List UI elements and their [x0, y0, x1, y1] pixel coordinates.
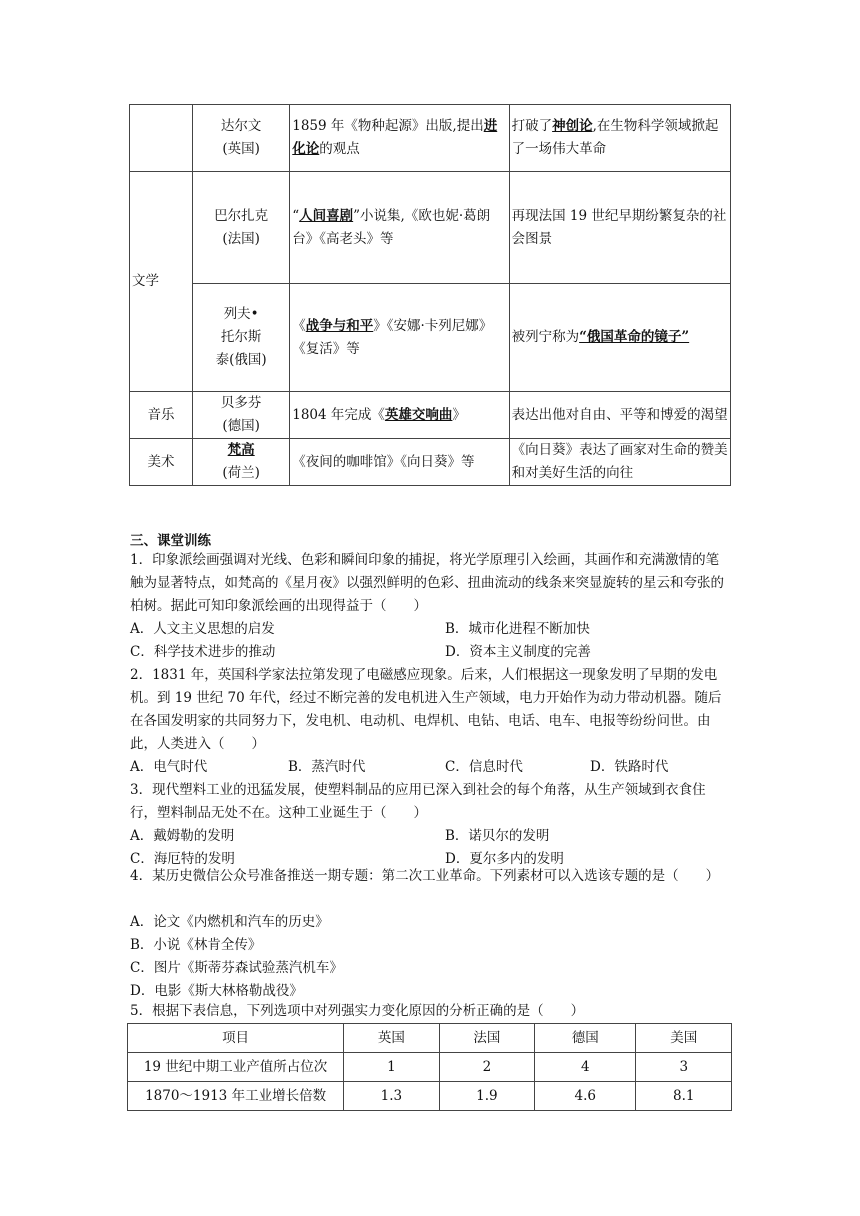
answer-option[interactable]: B．城市化进程不断加快: [445, 621, 590, 637]
impact-cell: [509, 172, 730, 284]
work-cell: [290, 284, 509, 392]
table-header-row: [128, 1024, 732, 1053]
impact-text: 表达出他对自由、平等和博爱的渴望: [511, 406, 728, 423]
person-name: 梵高: [227, 442, 255, 458]
impact-keyword: 神创论: [552, 118, 593, 134]
answer-option[interactable]: A．戴姆勒的发明: [130, 828, 235, 844]
category-cell: 美术: [130, 439, 193, 486]
table-cell: 2: [439, 1053, 534, 1082]
work-keyword: 英雄交响曲: [384, 406, 453, 423]
question-stem: 3．现代塑料工业的迅猛发展，使塑料制品的应用已深入到社会的每个角落，从生产领域到衣食住行，塑料制品无处不在。这种工业诞生于（ ）: [130, 782, 706, 821]
question-stem: 4．某历史微信公众号准备推送一期专题：第二次工业革命。下列素材可以入选该专题的是（ ）: [130, 868, 720, 884]
table-cell: 1870～1913 年工业增长倍数: [128, 1082, 344, 1111]
question-stem: 5．根据下表信息，下列选项中对列强实力变化原因的分析正确的是（ ）: [130, 1003, 585, 1019]
category-cell: [130, 105, 193, 172]
table-cell: 4: [535, 1053, 636, 1082]
table-cell: 8.1: [636, 1082, 732, 1111]
person-name: 达尔文: [220, 118, 262, 134]
work-text: 《夜间的咖啡馆》《向日葵》等: [292, 453, 475, 470]
table-row: [128, 1082, 732, 1111]
answer-option[interactable]: D．资本主义制度的完善: [445, 644, 591, 660]
person-cell: [193, 392, 290, 439]
table-header-cell: 美国: [636, 1024, 732, 1053]
impact-cell: [509, 284, 730, 392]
table-row: [128, 1053, 732, 1082]
work-cell: [290, 105, 509, 172]
table-row: [130, 105, 731, 172]
impact-cell: [509, 105, 730, 172]
work-text: 1859 年《物种起源》出版,提出: [292, 118, 484, 134]
answer-option[interactable]: A．人文主义思想的启发: [130, 621, 275, 637]
table-row: [130, 392, 731, 439]
answer-option[interactable]: A．论文《内燃机和汽车的历史》: [130, 914, 329, 930]
impact-text: 再现法国 19 世纪早期纷繁复杂的社会图景: [511, 207, 727, 247]
person-cell: [193, 284, 290, 392]
person-cell: [193, 105, 290, 172]
work-cell: [290, 392, 509, 439]
question-stem: 1．印象派绘画强调对光线、色彩和瞬间印象的捕捉，将光学原理引入绘画，其画作和充满激情的笔触为显著特点，如梵高的《星月夜》以强烈鲜明的色彩、扭曲流动的线条来突显旋转的星云和夸张的柏树。据此可知印象派绘画的出现得益于（ ）: [130, 552, 724, 614]
work-text: 》: [452, 406, 466, 423]
person-name: 贝多芬: [220, 395, 262, 411]
answer-option[interactable]: B．小说《林肯全传》: [130, 937, 262, 953]
work-keyword: 战争与和平: [305, 317, 374, 334]
category-cell: 文学: [130, 172, 193, 392]
answer-option[interactable]: D．电影《斯大林格勒战役》: [130, 983, 303, 999]
answer-option[interactable]: C．信息时代: [445, 759, 523, 775]
answer-option[interactable]: C．海厄特的发明: [130, 851, 235, 867]
table-header-cell: 项目: [128, 1024, 344, 1053]
work-text: ”小说集,《欧也妮·葛朗台》《高老头》等: [292, 207, 491, 247]
category-cell: 音乐: [130, 392, 193, 439]
impact-cell: [509, 392, 730, 439]
answer-option[interactable]: A．电气时代: [130, 759, 208, 775]
table-cell: 1.3: [344, 1082, 439, 1111]
impact-text: ,在生物科学领域掀起了一场伟大革命: [511, 118, 719, 157]
impact-text: 打破了: [511, 118, 553, 134]
industry-table: [127, 1023, 732, 1111]
work-keyword: 人间喜剧: [299, 207, 354, 224]
answer-option[interactable]: B．蒸汽时代: [288, 759, 366, 775]
work-text: 《: [292, 317, 306, 334]
table-cell: 19 世纪中期工业产值所占位次: [128, 1053, 344, 1082]
person-cell: [193, 439, 290, 486]
work-text: 的观点: [319, 141, 360, 157]
work-text: 1804 年完成《: [292, 406, 385, 423]
impact-keyword: “俄国革命的镜子”: [579, 329, 690, 345]
question-stem: 2．1831 年，英国科学家法拉第发现了电磁感应现象。后来，人们根据这一现象发明了早期的发电机。到 19 世纪 70 年代，经过不断完善的发电机进入生产领域，电力开始作为动力带动机器。随后在各国发明家的共同努力下，发电机、电动机、电焊机、电钻、电话、电车、电报等纷纷问世。由此，人类进入（ ）: [130, 667, 722, 752]
person-name: 泰(俄国): [215, 352, 267, 368]
person-cell: [193, 172, 290, 284]
work-text: “: [292, 207, 300, 224]
person-country: (英国): [222, 141, 260, 157]
person-name: 托尔斯: [220, 329, 262, 345]
person-name: 列夫•: [223, 306, 259, 322]
work-cell: [290, 172, 509, 284]
answer-option[interactable]: C．科学技术进步的推动: [130, 644, 276, 660]
answer-option[interactable]: D．铁路时代: [590, 759, 669, 775]
person-country: (德国): [222, 418, 260, 434]
work-cell: [290, 439, 509, 486]
work-keyword: 进化论: [292, 118, 498, 157]
person-country: (荷兰): [222, 465, 260, 481]
answer-option[interactable]: C．图片《斯蒂芬森试验蒸汽机车》: [130, 960, 343, 976]
table-cell: 1.9: [439, 1082, 534, 1111]
table-header-cell: 英国: [344, 1024, 439, 1053]
table-row: [130, 172, 731, 284]
section-title: 三、课堂训练: [130, 533, 211, 549]
culture-table: [129, 104, 731, 486]
table-header-cell: 法国: [439, 1024, 534, 1053]
work-text: 》《安娜·卡列尼娜》《复活》等: [292, 317, 493, 357]
impact-text: 被列宁称为: [511, 329, 580, 345]
person-name: 巴尔扎克: [214, 207, 269, 224]
table-header-cell: 德国: [535, 1024, 636, 1053]
answer-option[interactable]: B．诺贝尔的发明: [445, 828, 550, 844]
table-cell: 1: [344, 1053, 439, 1082]
table-cell: 3: [636, 1053, 732, 1082]
person-country: (法国): [222, 230, 260, 247]
impact-cell: [509, 439, 730, 486]
table-row: [130, 284, 731, 392]
answer-option[interactable]: D．夏尔多内的发明: [445, 851, 564, 867]
table-cell: 4.6: [535, 1082, 636, 1111]
impact-text: 《向日葵》表达了画家对生命的赞美和对美好生活的向往: [511, 442, 728, 481]
table-row: [130, 439, 731, 486]
